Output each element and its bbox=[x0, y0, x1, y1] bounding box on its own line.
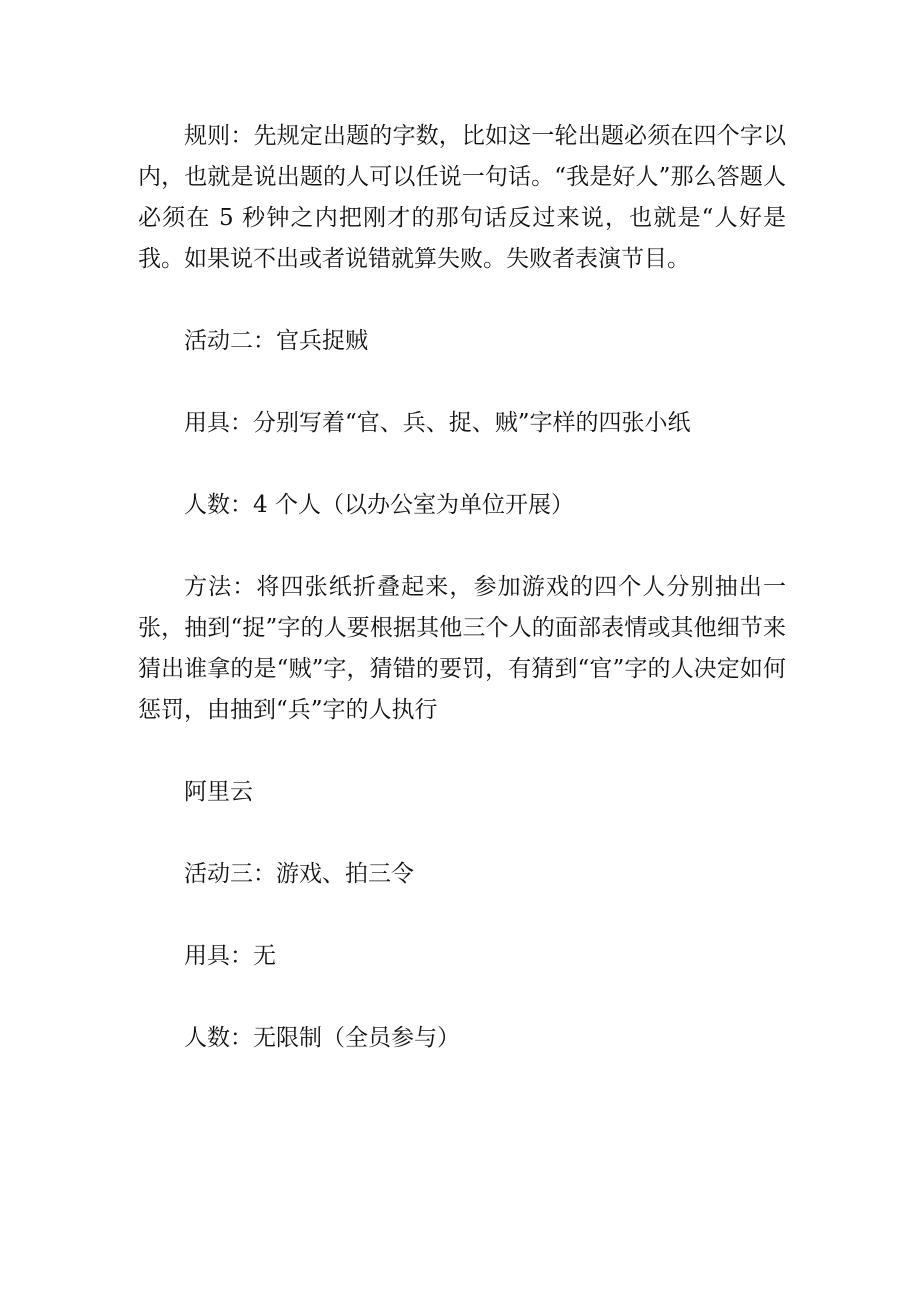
activity-two-heading: 活动二：官兵捉贼 bbox=[184, 328, 368, 354]
activity-two-players: 人数：4 个人（以办公室为单位开展） bbox=[184, 492, 574, 518]
activity-three-players: 人数：无限制（全员参与） bbox=[184, 1025, 460, 1051]
document-page bbox=[138, 116, 786, 1059]
activity-three-tools: 用具：无 bbox=[184, 943, 276, 969]
activity-two-method: 方法：将四张纸折叠起来，参加游戏的四个人分别抽出一张，抽到“捉”字的人要根据其他三个人的面部表情或其他细节来猜出谁拿的是“贼”字，猜错的要罚，有猜到“官”字的人决定如何惩罚，由抽到“兵”字的人执行 bbox=[138, 574, 786, 723]
activity-two-tools: 用具：分别写着“官、兵、捉、贼”字样的四张小纸 bbox=[184, 410, 691, 436]
rule-paragraph: 规则：先规定出题的字数，比如这一轮出题必须在四个字以内，也就是说出题的人可以任说一句话。“我是好人”那么答题人必须在 5 秒钟之内把刚才的那句话反过来说，也就是“人好是我。如果说不出或者说错就算失败。失败者表演节目。 bbox=[138, 123, 786, 272]
watermark-text: 阿里云 bbox=[184, 779, 253, 805]
activity-three-heading: 活动三：游戏、拍三令 bbox=[184, 861, 414, 887]
